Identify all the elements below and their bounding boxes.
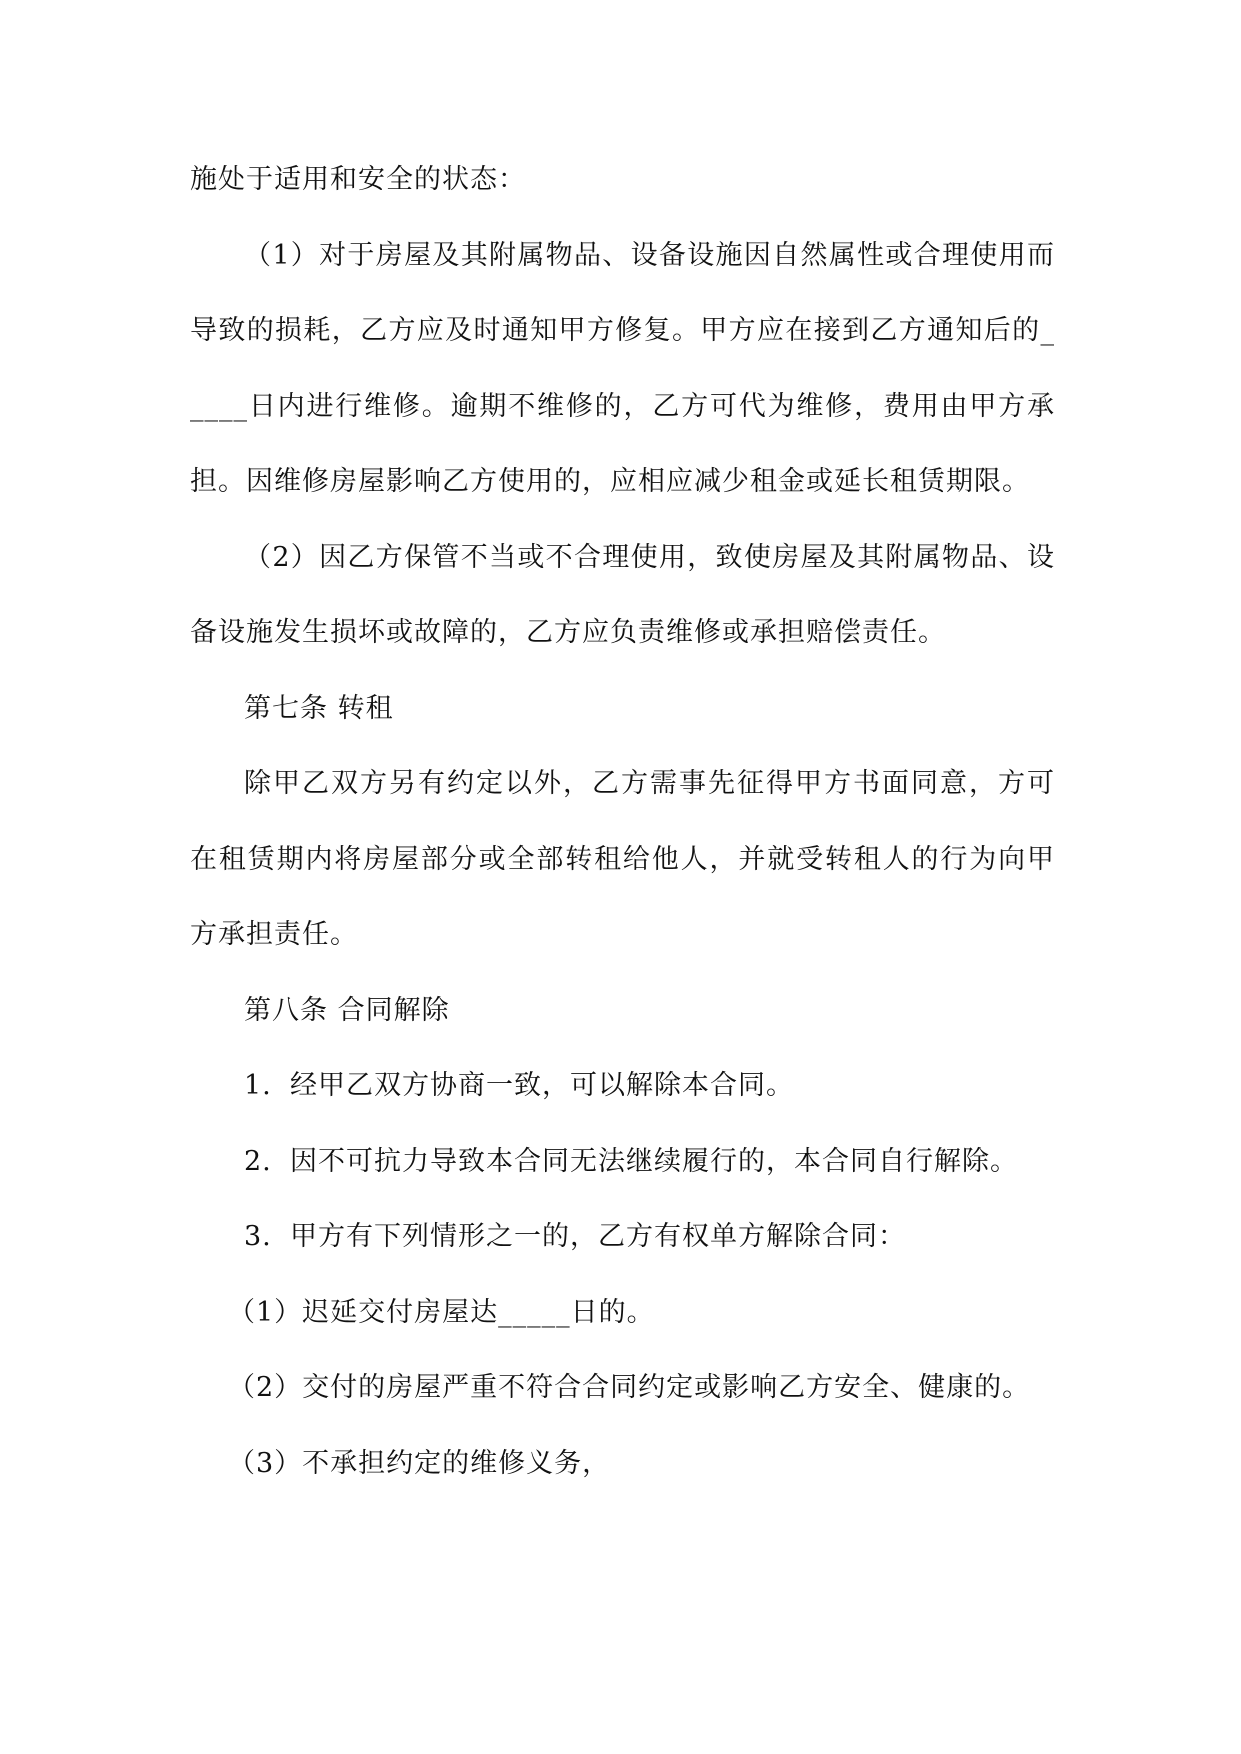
sub-item-3: （3）不承担约定的维修义务， [228,1447,611,1479]
list-item-text: 经甲乙双方协商一致，可以解除本合同。 [290,1070,794,1101]
paragraph-clause-6-1: （1）对于房屋及其附属物品、设备设施因自然属性或合理使用而导致的损耗，乙方应及时通知甲方修复。甲方应在接到乙方通知后的_____日内进行维修。逾期不维修的，乙方可代为维修，费用由甲方承担。因维修房屋影响乙方使用的，应相应减少租金或延长租赁期限。 [190,239,1055,497]
list-item-text: 甲方有下列情形之一的，乙方有权单方解除合同： [290,1221,906,1252]
paragraph-article-7: 除甲乙双方另有约定以外，乙方需事先征得甲方书面同意，方可在租赁期内将房屋部分或全部转租给他人，并就受转租人的行为向甲方承担责任。 [190,768,1055,950]
list-item-2 [190,1124,1055,1200]
sub-item-1: （1）迟延交付房屋达_____日的。 [228,1296,655,1328]
list-item-text: 因不可抗力导致本合同无法继续履行的，本合同自行解除。 [290,1145,1018,1177]
sub-item-2: （2）交付的房屋严重不符合合同约定或影响乙方安全、健康的。 [228,1372,1031,1403]
heading-article-7: 第七条 转租 [244,692,394,724]
list-item-number: 3. [244,1221,272,1252]
document-body [190,142,1055,1501]
list-item-3 [190,1199,1055,1275]
list-item-number: 1. [244,1070,272,1101]
heading-article-8: 第八条 合同解除 [244,994,450,1026]
list-item-number: 2. [244,1145,272,1177]
paragraph-clause-6-2: （2）因乙方保管不当或不合理使用，致使房屋及其附属物品、设备设施发生损坏或故障的，乙方应负责维修或承担赔偿责任。 [190,541,1055,648]
paragraph-continuation: 施处于适用和安全的状态： [190,164,526,195]
list-item-1 [190,1048,1055,1124]
